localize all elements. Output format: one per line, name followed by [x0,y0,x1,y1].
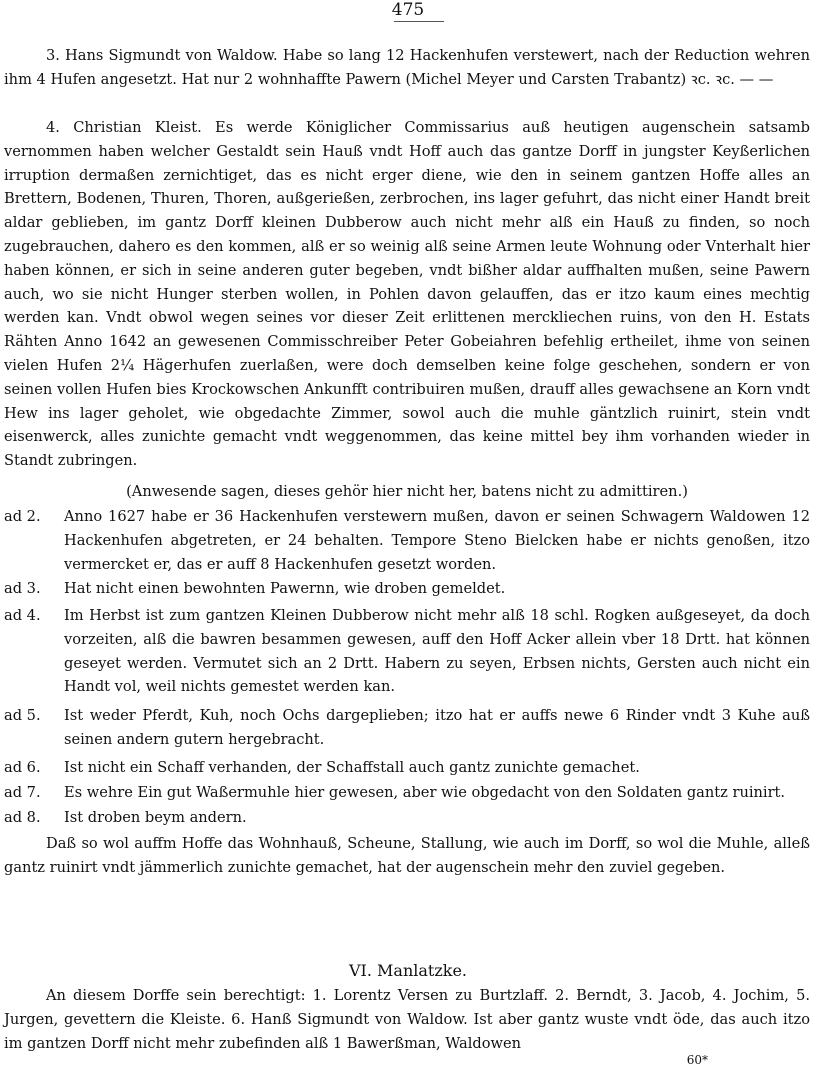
note-paragraph: (Anwesende sagen, dieses gehör hier nicht her, batens nicht zu admittiren.) [126,483,688,500]
entry-3: 3. Hans Sigmundt von Waldow. Habe so lang 12 Hackenhufen verstewert, nach der Reduction wehren ihm 4 Hufen angesetzt. Hat nur 2 wohnhaffte Pawern (Michel Meyer und Carsten Trabantz) ꝛc. ꝛc. — — [4,47,810,88]
ad-text: Es wehre Ein gut Waßermuhle hier gewesen, aber wie obgedacht von den Soldaten gantz ruinirt. [64,784,786,801]
ad-text: Ist nicht ein Schaff verhanden, der Schaffstall auch gantz zunichte gemachet. [64,759,640,776]
ad-item-8 [4,806,810,830]
ad-item-4 [4,604,810,699]
ad-item-6 [4,756,810,780]
ad-label: ad 3. [4,580,41,597]
page-number-rule [394,21,444,22]
ad-text: Ist weder Pferdt, Kuh, noch Ochs dargeplieben; itzo hat er auffs newe 6 Rinder vndt 3 Kuhe auß seinen andern gutern hergebracht. [64,707,810,748]
ad-label: ad 7. [4,784,41,801]
entry-4: 4. Christian Kleist. Es werde Königlicher Commissarius auß heutigen augenschein satsamb vernommen haben welcher Gestaldt sein Hauß vndt Hoff auch das gantze Dorff in jungster Keyßerlichen irruption dermaßen zernichtiget, das es nicht erger diene, wie den in seinem gantzen Hoffe alles an Brettern, Bodenen, Thuren, Thoren, außgerießen, zerbrochen, ins lager gefuhrt, das nicht einer Handt breit aldar geblieben, im gantz Dorff kleinen Dubberow auch nicht mehr alß ein Hauß zu finden, so noch zugebrauchen, dahero es den kommen, alß er so weinig alß seine Armen leute Wohnung oder Vnterhalt hier haben können, er sich in seine anderen guter begeben, vndt bißher aldar auffhalten mußen, seine Pawern auch, wo sie nicht Hunger sterben wollen, in Pohlen davon gelauffen, das er itzo kaum eines mechtig werden kan. Vndt obwol wegen seines vor dieser Zeit erlittenen merckliechen ruins, von den H. Estats Rähten Anno 1642 an gewesenen Commisschreiber Peter Gobeiahren befehlig ertheilet, ihme von seinen vielen Hufen 2¼ Hägerhufen zuerlaßen, were doch demselben keine folge geschehen, sondern er von seinen vollen Hufen bies Krockowschen Ankunfft contribuiren mußen, drauff alles gewachsene an Korn vndt Hew ins lager geholet, wie obgedachte Zimmer, sowol auch die muhle gäntzlich ruinirt, stein vndt eisenwerck, alles zunichte gemacht vndt weggenommen, das keine mittel bey ihm vorhanden wieder in Standt zubringen. [4,119,810,470]
ad-label: ad 2. [4,508,41,525]
ad-text: Ist droben beym andern. [64,809,247,826]
page-number: 475 [391,0,425,20]
ad-label: ad 8. [4,809,41,826]
ad-text: Anno 1627 habe er 36 Hackenhufen verstewern mußen, davon er seinen Schwagern Waldowen 12 Hackenhufen abgetreten, er 24 behalten. Tempore Steno Bielcken habe er nichts genoßen, itzo vermercket er, das er auff 8 Hackenhufen gesetzt worden. [64,508,810,573]
section-paragraph: An diesem Dorffe sein berechtigt: 1. Lorentz Versen zu Burtzlaff. 2. Berndt, 3. Jacob, 4. Jochim, 5. Jurgen, gevettern die Kleiste. 6. Hanß Sigmundt von Waldow. Ist aber gantz wuste vndt öde, das auch itzo im gantzen Dorff nicht mehr zubefinden alß 1 Bawerßman, Waldowen [4,987,810,1052]
ad-label: ad 5. [4,707,41,724]
ad-text: Hat nicht einen bewohnten Pawernn, wie droben gemeldet. [64,580,506,597]
ad-label: ad 6. [4,759,41,776]
ad-text: Im Herbst ist zum gantzen Kleinen Dubberow nicht mehr alß 18 schl. Rogken außgeseyet, da doch vorzeiten, alß die bawren besammen gewesen, auff den Hoff Acker allein vber 18 Drtt. hat können geseyet werden. Vermutet sich an 2 Drtt. Habern zu seyen, Erbsen nichts, Gersten auch nicht ein Handt vol, weil nichts gemestet werden kan. [64,607,810,696]
ad-item-2 [4,505,810,576]
signature-mark: 60* [686,1053,708,1067]
section-heading: VI. Manlatzke. [348,961,468,980]
ad-item-7 [4,781,810,805]
closing-paragraph: Daß so wol auffm Hoffe das Wohnhauß, Scheune, Stallung, wie auch im Dorff, so wol die Muhle, alleß gantz ruinirt vndt jämmerlich zunichte gemachet, hat der augenschein mehr den zuviel gegeben. [4,835,810,876]
ad-item-5 [4,704,810,752]
ad-label: ad 4. [4,607,41,624]
ad-item-3 [4,577,810,601]
